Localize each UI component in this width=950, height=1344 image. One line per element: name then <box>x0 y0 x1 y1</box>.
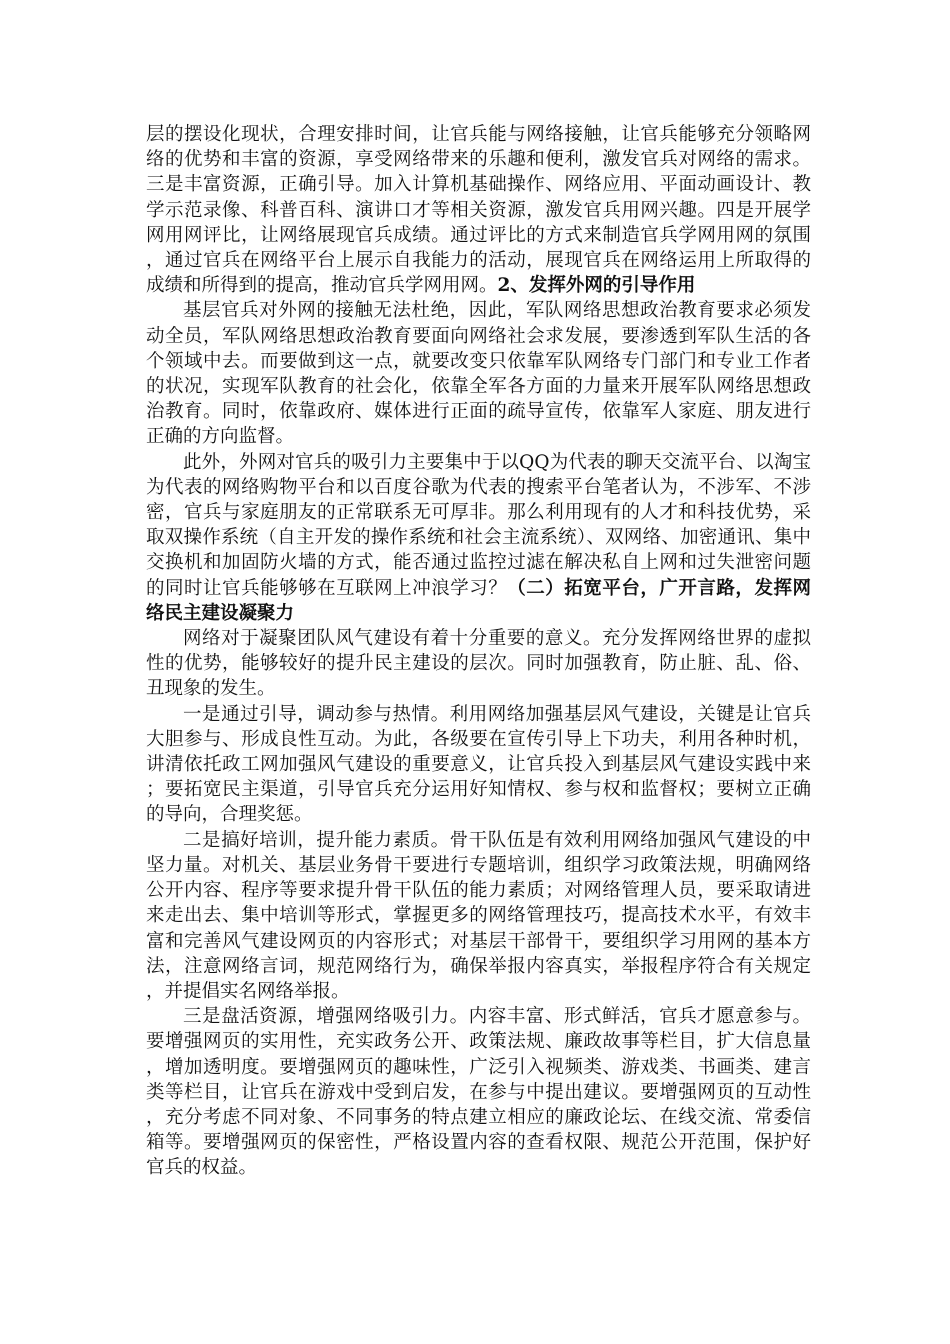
paragraph-3 <box>146 450 811 626</box>
paragraph-1 <box>146 122 811 298</box>
paragraph-3-text: 此外，外网对官兵的吸引力主要集中于以QQ为代表的聊天交流平台、以淘宝为代表的网络购物平台和以百度谷歌为代表的搜索平台笔者认为，不涉军、不涉密，官兵与家庭朋友的正常联系无可厚非。那么利用现有的人才和科技优势，采取双操作系统（自主开发的操作系统和社会主流系统）、双网络、加密通讯、集中交换机和加固防火墙的方式，能否通过监控过滤在解决私自上网和过失泄密问题的同时让官兵能够够在互联网上冲浪学习？ <box>146 451 811 599</box>
paragraph-6: 二是搞好培训，提升能力素质。骨干队伍是有效利用网络加强风气建设的中坚力量。对机关、基层业务骨干要进行专题培训，组织学习政策法规，明确网络公开内容、程序等要求提升骨干队伍的能力素质；对网络管理人员，要采取请进来走出去、集中培训等形式，掌握更多的网络管理技巧，提高技术水平，有效丰富和完善风气建设网页的内容形式；对基层干部骨干，要组织学习用网的基本方法，注意网络言词，规范网络行为，确保举报内容真实，举报程序符合有关规定，并提倡实名网络举报。 <box>146 829 811 1002</box>
paragraph-1-text: 层的摆设化现状，合理安排时间，让官兵能与网络接触，让官兵能够充分领略网络的优势和丰富的资源，享受网络带来的乐趣和便利，激发官兵对网络的需求。三是丰富资源，正确引导。加入计算机基础操作、网络应用、平面动画设计、教学示范录像、科普百科、演讲口才等相关资源，激发官兵用网兴趣。四是开展学网用网评比，让网络展现官兵成绩。通过评比的方式来制造官兵学网用网的氛围，通过官兵在网络平台上展示自我能力的活动，展现官兵在网络运用上所取得的成绩和所得到的提高，推动官兵学网用网。 <box>146 124 811 297</box>
paragraph-4: 网络对于凝聚团队风气建设有着十分重要的意义。充分发挥网络世界的虚拟性的优势，能够较好的提升民主建设的层次。同时加强教育，防止脏、乱、俗、丑现象的发生。 <box>146 628 811 700</box>
section-heading-2: 2、发挥外网的引导作用 <box>497 275 696 297</box>
section-heading-2-2: （二）拓宽平台，广开言路，发挥网络民主建设凝聚力 <box>146 577 811 624</box>
paragraph-2: 基层官兵对外网的接触无法杜绝，因此，军队网络思想政治教育要求必须发动全员，军队网络思想政治教育要面向网络社会求发展，要渗透到军队生活的各个领域中去。而要做到这一点，就要改变只依靠军队网络专门部门和专业工作者的状况，实现军队教育的社会化，依靠全军各方面的力量来开展军队网络思想政治教育。同时，依靠政府、媒体进行正面的疏导宣传，依靠军人家庭、朋友进行正确的方向监督。 <box>146 300 811 448</box>
paragraph-7: 三是盘活资源，增强网络吸引力。内容丰富、形式鲜活，官兵才愿意参与。要增强网页的实用性，充实政务公开、政策法规、廉政故事等栏目，扩大信息量，增加透明度。要增强网页的趣味性，广泛引入视频类、游戏类、书画类、建言类等栏目，让官兵在游戏中受到启发，在参与中提出建议。要增强网页的互动性，充分考虑不同对象、不同事务的特点建立相应的廉政论坛、在线交流、常委信箱等。要增强网页的保密性，严格设置内容的查看权限、规范公开范围，保护好官兵的权益。 <box>146 1006 811 1179</box>
document-body <box>146 122 811 1181</box>
paragraph-5: 一是通过引导，调动参与热情。利用网络加强基层风气建设，关键是让官兵大胆参与、形成良性互动。为此，各级要在宣传引导上下功夫，利用各种时机，讲清依托政工网加强风气建设的重要意义，让官兵投入到基层风气建设实践中来；要拓宽民主渠道，引导官兵充分运用好知情权、参与权和监督权；要树立正确的导向，合理奖惩。 <box>146 703 811 826</box>
